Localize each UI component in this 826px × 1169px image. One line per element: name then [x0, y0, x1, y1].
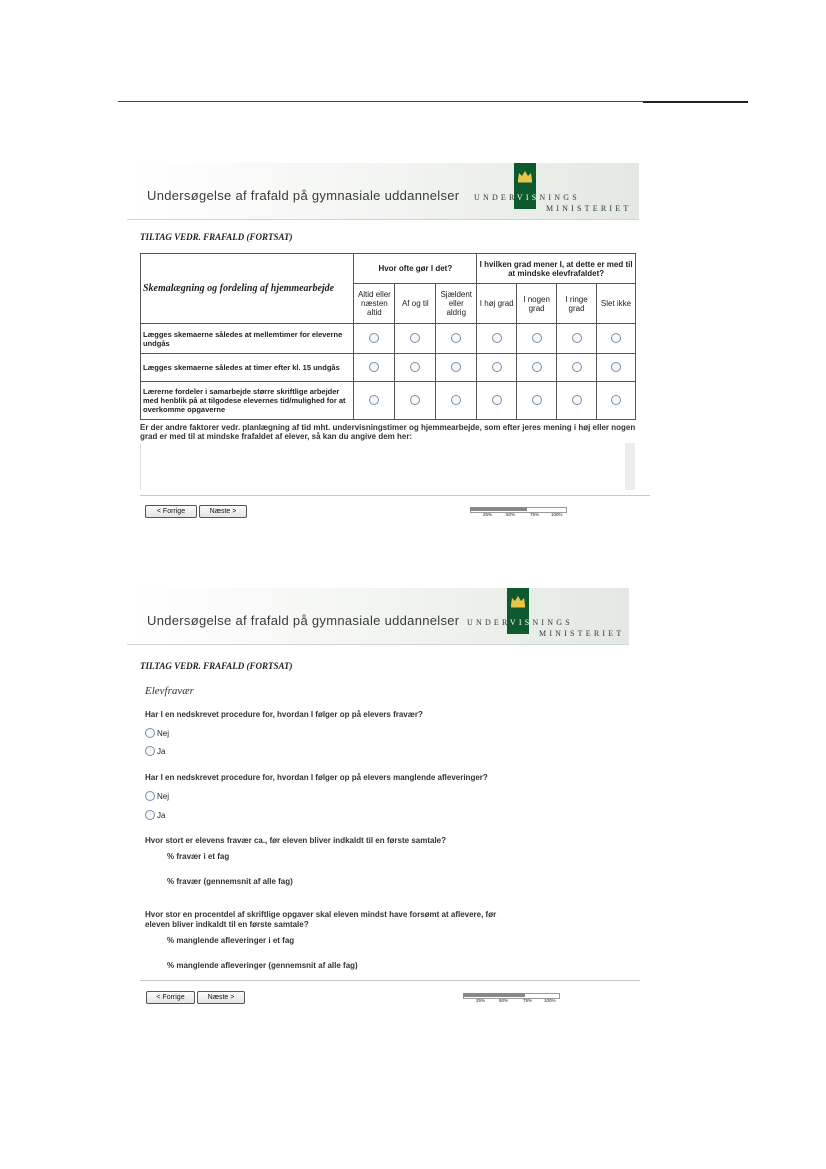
progress-bar	[470, 507, 565, 517]
radio-button[interactable]	[492, 362, 502, 372]
survey-banner	[127, 588, 629, 645]
radio-button[interactable]	[451, 362, 461, 372]
column-header: Slet ikke	[597, 284, 636, 324]
radio-button[interactable]	[611, 362, 621, 372]
field-missing-average[interactable]: % manglende afleveringer (gennemsnit af alle fag)	[167, 961, 358, 970]
radio-button[interactable]	[532, 362, 542, 372]
divider	[140, 980, 640, 981]
survey-banner	[127, 163, 639, 220]
page-top-rule-thick	[643, 101, 748, 103]
prev-button[interactable]: < Forrige	[145, 505, 197, 518]
logo-green-box	[514, 163, 536, 209]
radio-button[interactable]	[410, 395, 420, 405]
next-button[interactable]: Næste >	[199, 505, 247, 518]
question-3: Hvor stort er elevens fravær ca., før eleven bliver indkaldt til en første samtale?	[145, 836, 446, 845]
matrix-header-label: Skemalægning og fordeling af hjemmearbejde	[141, 254, 354, 324]
section-title: TILTAG VEDR. FRAFALD (FORTSAT)	[140, 232, 293, 242]
field-missing-subject[interactable]: % manglende afleveringer i et fag	[167, 936, 295, 945]
column-header: I nogen grad	[517, 284, 557, 324]
row-label: Lærerne fordeler i samarbejde større skriftlige arbejder med henblik på at tilgodese elevernes tid/mulighed for at overkomme opgaverne	[141, 382, 354, 420]
radio-button[interactable]	[572, 395, 582, 405]
progress-tick: 25%	[483, 512, 493, 517]
progress-fill	[463, 993, 525, 997]
field-absence-subject[interactable]: % fravær i et fag	[167, 852, 230, 861]
section-title: TILTAG VEDR. FRAFALD (FORTSAT)	[140, 661, 293, 671]
radio-button[interactable]	[572, 333, 582, 343]
progress-tick: 75%	[530, 512, 540, 517]
banner-title: Undersøgelse af frafald på gymnasiale uddannelser	[147, 613, 460, 628]
prev-button[interactable]: < Forrige	[146, 991, 195, 1004]
matrix-group-frequency: Hvor ofte gør I det?	[354, 254, 477, 284]
radio-button[interactable]	[572, 362, 582, 372]
progress-tick: 100%	[551, 512, 563, 517]
progress-bar	[463, 993, 558, 1003]
column-header: I høj grad	[477, 284, 517, 324]
subheading: Elevfravær	[145, 685, 194, 697]
free-text-area[interactable]	[140, 443, 625, 490]
matrix-group-effect: I hvilken grad mener I, at dette er med til at mindske elevfrafaldet?	[477, 254, 636, 284]
progress-tick: 100%	[544, 998, 556, 1003]
radio-button[interactable]	[145, 810, 155, 820]
logo-green-box	[507, 588, 529, 634]
divider	[140, 495, 650, 496]
row-label: Lægges skemaerne således at timer efter kl. 15 undgås	[141, 354, 354, 382]
question-1: Har I en nedskrevet procedure for, hvordan I følger op på elevers fravær?	[145, 710, 423, 719]
option-ja[interactable]	[145, 746, 165, 756]
radio-button[interactable]	[451, 395, 461, 405]
option-nej[interactable]	[145, 728, 169, 738]
table-row	[141, 354, 636, 382]
row-label: Lægges skemaerne således at mellemtimer for eleverne undgås	[141, 324, 354, 354]
progress-tick: 25%	[476, 998, 486, 1003]
option-label: Ja	[157, 810, 166, 820]
progress-tick: 75%	[523, 998, 533, 1003]
radio-button[interactable]	[492, 333, 502, 343]
radio-button[interactable]	[410, 362, 420, 372]
logo-line-1: UNDERVISNINGS	[467, 618, 573, 627]
question-2: Har I en nedskrevet procedure for, hvordan I følger op på elevers manglende afleveringer?	[145, 773, 488, 782]
radio-button[interactable]	[145, 728, 155, 738]
field-absence-average[interactable]: % fravær (gennemsnit af alle fag)	[167, 877, 293, 886]
radio-button[interactable]	[145, 791, 155, 801]
radio-button[interactable]	[532, 333, 542, 343]
table-row	[141, 324, 636, 354]
option-label: Ja	[157, 746, 166, 756]
option-label: Nej	[157, 728, 170, 738]
logo-line-1: UNDERVISNINGS	[474, 193, 580, 202]
radio-button[interactable]	[410, 333, 420, 343]
radio-button[interactable]	[369, 333, 379, 343]
option-nej[interactable]	[145, 791, 169, 801]
progress-tick: 50%	[499, 998, 509, 1003]
textarea-scrollbar[interactable]	[625, 443, 635, 490]
banner-title: Undersøgelse af frafald på gymnasiale uddannelser	[147, 188, 460, 203]
radio-button[interactable]	[532, 395, 542, 405]
radio-button[interactable]	[611, 333, 621, 343]
progress-tick: 50%	[506, 512, 516, 517]
next-button[interactable]: Næste >	[197, 991, 245, 1004]
radio-button[interactable]	[369, 395, 379, 405]
radio-button[interactable]	[492, 395, 502, 405]
column-header: Af og til	[395, 284, 436, 324]
option-ja[interactable]	[145, 810, 165, 820]
logo-line-2: MINISTERIET	[546, 204, 632, 213]
question-matrix	[140, 253, 636, 420]
free-text-prompt: Er der andre faktorer vedr. planlægning af tid mht. undervisningstimer og hjemmearbejde, som efter jeres mening i høj eller nogen grad er med til at mindske frafaldet af elever, så kan du angive dem her:	[140, 423, 636, 441]
progress-fill	[470, 507, 527, 511]
radio-button[interactable]	[451, 333, 461, 343]
column-header: Sjældent eller aldrig	[436, 284, 477, 324]
logo-line-2: MINISTERIET	[539, 629, 625, 638]
column-header: I ringe grad	[557, 284, 597, 324]
radio-button[interactable]	[611, 395, 621, 405]
option-label: Nej	[157, 791, 170, 801]
crown-icon	[517, 169, 533, 183]
question-4-line-1: Hvor stor en procentdel af skriftlige opgaver skal eleven mindst have forsømt at aflevere, før	[145, 910, 497, 919]
question-4-line-2: eleven bliver indkaldt til en første samtale?	[145, 920, 309, 929]
radio-button[interactable]	[369, 362, 379, 372]
crown-icon	[510, 594, 526, 608]
column-header: Altid eller næsten altid	[354, 284, 395, 324]
radio-button[interactable]	[145, 746, 155, 756]
table-row	[141, 382, 636, 420]
